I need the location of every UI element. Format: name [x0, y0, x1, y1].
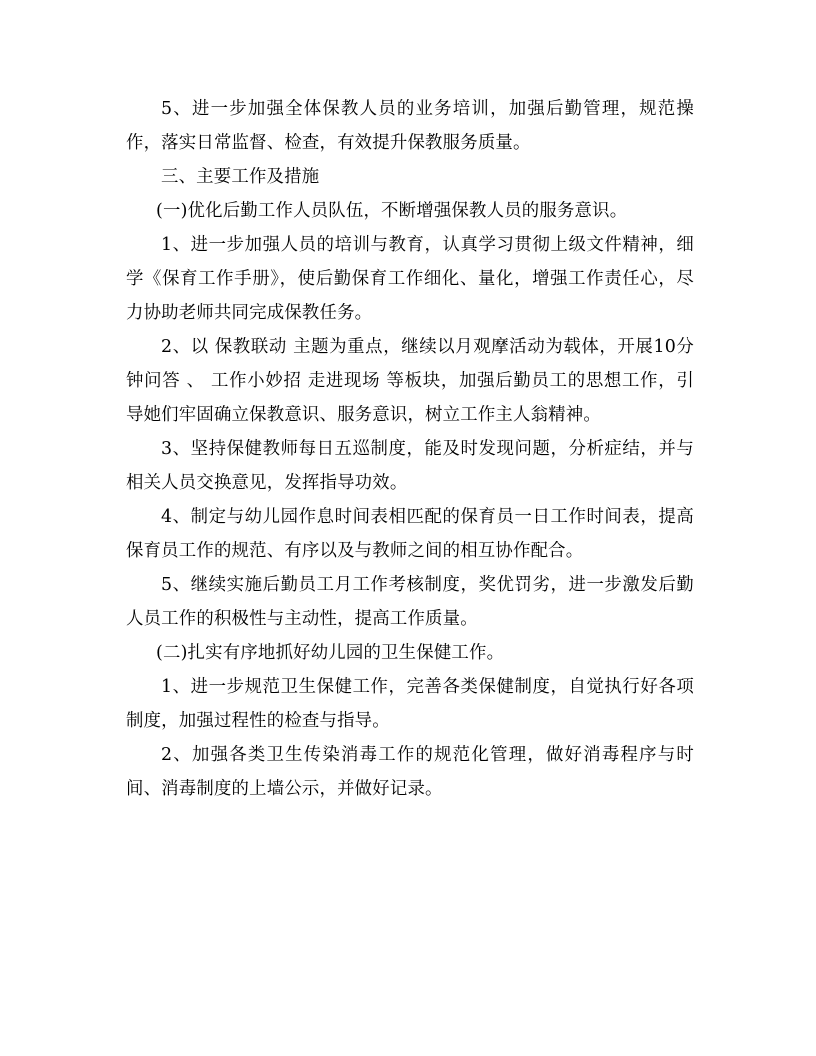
paragraph-item-3-inspection: 3、坚持保健教师每日五巡制度，能及时发现问题，分析症结，并与相关人员交换意见，发挥指导功效。: [126, 439, 694, 493]
paragraph-item-4-schedule: 4、制定与幼儿园作息时间表相匹配的保育员一日工作时间表，提高保育员工作的规范、有序以及与教师之间的相互协作配合。: [126, 507, 694, 561]
paragraph-item-2-linkage: 2、以 保教联动 主题为重点，继续以月观摩活动为载体，开展10分钟问答 、 工作小妙招 走进现场 等板块，加强后勤员工的思想工作，引导她们牢固确立保教意识、服务意识，树立工作主人翁精神。: [126, 337, 694, 425]
paragraph-item-5-training: 5、进一步加强全体保教人员的业务培训，加强后勤管理，规范操作，落实日常监督、检查，有效提升保教服务质量。: [126, 99, 694, 153]
subsection-heading-optimize-staff: (一)优化后勤工作人员队伍，不断增强保教人员的服务意识。: [156, 201, 628, 221]
document-body: [126, 92, 694, 806]
section-heading-main-measures: 三、主要工作及措施: [161, 167, 320, 187]
paragraph-item-2-disinfection: 2、加强各类卫生传染消毒工作的规范化管理，做好消毒程序与时间、消毒制度的上墙公示，并做好记录。: [126, 745, 694, 799]
paragraph-item-1-health-rules: 1、进一步规范卫生保健工作，完善各类保健制度，自觉执行好各项制度，加强过程性的检查与指导。: [126, 677, 694, 731]
subsection-heading-health-care: (二)扎实有序地抓好幼儿园的卫生保健工作。: [156, 643, 505, 663]
paragraph-item-1-education: 1、进一步加强人员的培训与教育，认真学习贯彻上级文件精神，细学《保育工作手册》，使后勤保育工作细化、量化，增强工作责任心，尽力协助老师共同完成保教任务。: [126, 235, 694, 323]
paragraph-item-5-assessment: 5、继续实施后勤员工月工作考核制度，奖优罚劣，进一步激发后勤人员工作的积极性与主动性，提高工作质量。: [126, 575, 694, 629]
